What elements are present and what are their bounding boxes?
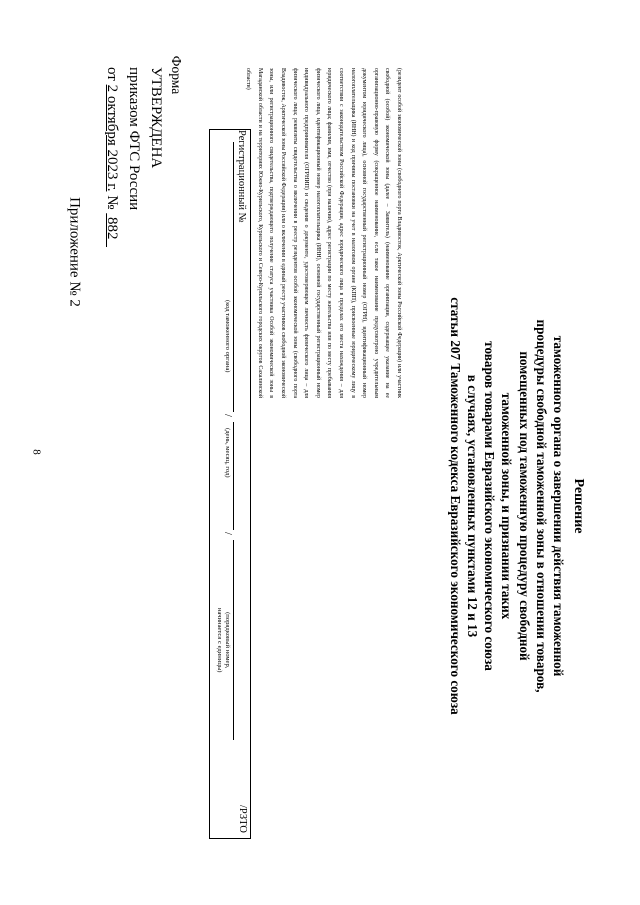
annex-label: Приложение № 2 <box>66 197 83 307</box>
title-line: помещенных под таможенную процедуру свободной <box>516 351 532 661</box>
title-line: таможенной зоны, и признании таких <box>499 392 515 620</box>
caption-serial-number: (порядковый номер, начинается с единицы) <box>216 608 231 673</box>
date-line <box>233 422 234 530</box>
approved-label: УТВЕРЖДЕНА <box>148 67 164 169</box>
separator-slash: / <box>222 532 233 535</box>
order-number: 882 <box>104 217 120 240</box>
decision-title <box>427 285 587 727</box>
applicant-note: (резидент особой экономической зоны (свободного порта Владивосток, Арктической зоны Российской Федерации) или участник свободной (особой) экономической зоны (далее – Заявитель) (наименование организации, содержащее указание на ее организационно-правовую форму (сокращенное наименование, если такое наименование предусмотрено учредительным документом юридического лица), основной государственный регистрационный номер (ОГРН), идентификационный номер налогоплательщика (ИНН) и код причины постановки на учет в налоговом органе (КПП), присвоенные юридическому лицу в соответствии с законодательством Российской Федерации, адрес юридического лица в пределах его места нахождения – для юридического лица; фамилия, имя, отчество (при наличии), адрес регистрации по месту жительства или по месту пребывания физического лица, идентификационный номер налогоплательщика (ИНН), основной государственный регистрационный номер индивидуального предпринимателя (ОГРНИП) и сведения о документе, удостоверяющем личность физического лица – для физического лица; реквизиты свидетельства о включении в реестр резидентов особой экономической зоны (свободного порта Владивосток, Арктической зоны Российской Федерации) или о включении в единый реестр участников свободной экономической зоны, или регистрационного свидетельства, подтверждающего получение статуса участника Особой экономической зоны в Магаданской области и на территориях Южно-Курильского, Курильского и Северо-Курильского городских округов Сахалинской области) <box>245 68 402 398</box>
caption-date: (день, месяц, год) <box>224 428 231 478</box>
approval-block <box>86 67 166 397</box>
title-line: товаров товарами Евразийского экономического союза <box>482 341 498 671</box>
rzto-suffix: /РЗТО <box>237 804 248 833</box>
page-number: 8 <box>30 449 43 455</box>
title-line: процедуры свободной таможенной зоны в отношении товаров, <box>533 319 549 693</box>
number-sign: № <box>104 195 120 210</box>
date-prefix: от <box>104 67 120 81</box>
registration-label: Регистрационный № <box>236 130 247 223</box>
order-label: приказом ФТС России <box>126 67 142 211</box>
title-line: в случаях, установленных пунктами 12 и 13 <box>464 374 480 638</box>
caption-customs-code: (код таможенного органа) <box>224 300 231 373</box>
title-line: таможенного органа о завершении действия таможенной <box>551 335 566 677</box>
serial-number-line <box>233 540 234 740</box>
order-date-line <box>103 67 120 247</box>
title-heading: Решение <box>571 478 586 534</box>
title-line: статьи 207 Таможенного кодекса Евразийского экономического союза <box>447 297 463 715</box>
form-label: Форма <box>169 55 184 95</box>
order-date: 2 октября 2023 г. <box>104 84 120 192</box>
separator-slash: / <box>222 414 233 417</box>
